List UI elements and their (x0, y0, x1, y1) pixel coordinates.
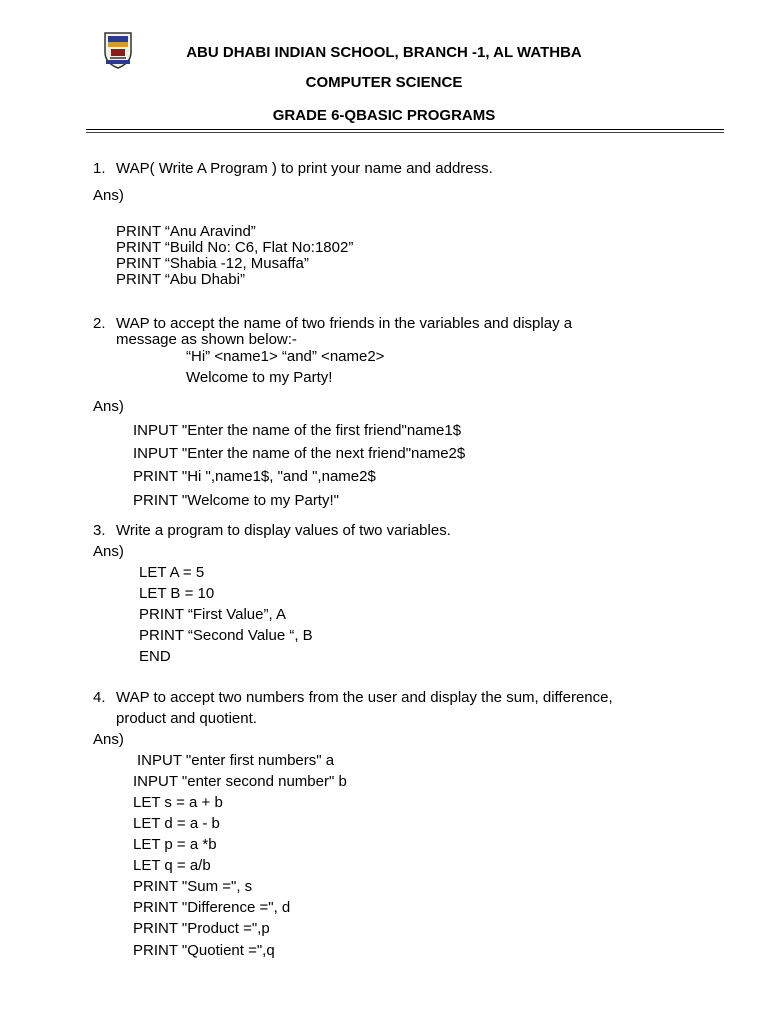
q2-code-line: PRINT "Hi ",name1$, "and ",name2$ (133, 468, 376, 485)
q4-code-line: LET d = a - b (133, 815, 220, 832)
q4-code-line: PRINT "Difference =", d (133, 899, 291, 916)
q4-code-line: INPUT "enter first numbers" a (137, 752, 335, 769)
q3-code-line: PRINT “First Value”, A (139, 606, 286, 623)
q3-code-line: LET B = 10 (139, 585, 215, 602)
q3-code-line: PRINT “Second Value “, B (139, 627, 313, 644)
question-4-text-cont: product and quotient. (116, 710, 257, 727)
q3-code-line: END (139, 648, 171, 665)
q3-code-line: LET A = 5 (139, 564, 205, 581)
question-1-text: WAP( Write A Program ) to print your name and address. (116, 160, 493, 177)
question-4-ans-label: Ans) (93, 731, 124, 748)
q4-code-line: LET p = a *b (133, 836, 217, 853)
question-2-ans-label: Ans) (93, 398, 124, 415)
question-4-number: 4. (93, 689, 106, 706)
q1-code-line: PRINT “Abu Dhabi” (116, 271, 245, 288)
q2-code-line: PRINT "Welcome to my Party!" (133, 492, 339, 509)
q4-code-line: PRINT "Product =",p (133, 920, 270, 937)
q4-code-line: LET q = a/b (133, 857, 211, 874)
q1-code-line: PRINT “Build No: C6, Flat No:1802” (116, 239, 354, 256)
q2-example-line: Welcome to my Party! (186, 369, 333, 386)
question-2-text-cont: message as shown below:- (116, 331, 297, 348)
q2-code-line: INPUT "Enter the name of the first friend"name1$ (133, 422, 462, 439)
q1-code-line: PRINT “Anu Aravind” (116, 223, 256, 240)
q2-example-line: “Hi” <name1> “and” <name2> (186, 348, 385, 365)
q4-code-line: PRINT "Quotient =",q (133, 942, 275, 959)
question-3-ans-label: Ans) (93, 543, 124, 560)
question-4-text: WAP to accept two numbers from the user and display the sum, difference, (116, 689, 613, 706)
question-1-ans-label: Ans) (93, 187, 124, 204)
question-3-number: 3. (93, 522, 106, 539)
question-2-number: 2. (93, 315, 106, 332)
subject-title: COMPUTER SCIENCE (305, 74, 463, 91)
header-divider-thin (86, 132, 724, 133)
q1-code-line: PRINT “Shabia -12, Musaffa” (116, 255, 309, 272)
q4-code-line: LET s = a + b (133, 794, 223, 811)
question-2-text: WAP to accept the name of two friends in the variables and display a (116, 315, 573, 332)
header-divider (86, 129, 724, 130)
q4-code-line: INPUT "enter second number" b (133, 773, 347, 790)
school-name: ABU DHABI INDIAN SCHOOL, BRANCH -1, AL WATHBA (186, 44, 582, 61)
question-1-number: 1. (93, 160, 106, 177)
q4-code-line: PRINT "Sum =", s (133, 878, 253, 895)
question-3-text: Write a program to display values of two variables. (116, 522, 451, 539)
grade-title: GRADE 6-QBASIC PROGRAMS (272, 107, 496, 124)
q2-code-line: INPUT "Enter the name of the next friend"name2$ (133, 445, 466, 462)
